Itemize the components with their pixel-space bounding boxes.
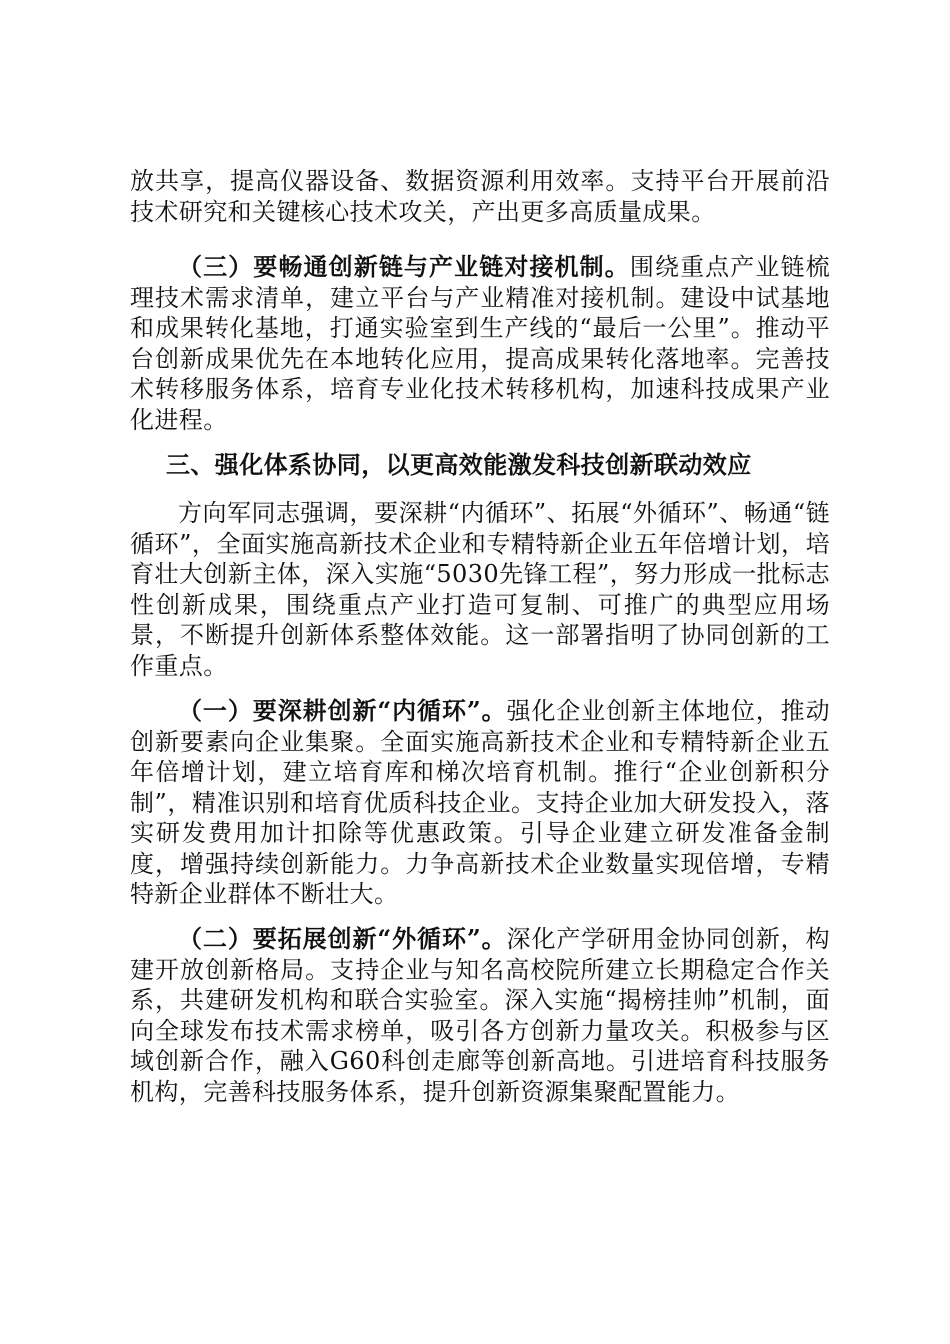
paragraph-intro: [130, 498, 830, 681]
paragraph-continuation: [130, 166, 830, 227]
paragraph-lead: （三）要畅通创新链与产业链对接机制。: [178, 252, 630, 281]
paragraph-text: 强化企业创新主体地位，推动创新要素向企业集聚。全面实施高新技术企业和专精特新企业五年倍增计划，建立培育库和梯次培育机制。推行“企业创新积分制”，精准识别和培育优质科技企业。支持企业加大研发投入，落实研发费用加计扣除等优惠政策。引导企业建立研发准备金制度，增强持续创新能力。力争高新技术企业数量实现倍增，专精特新企业群体不断壮大。: [130, 697, 830, 908]
paragraph-text: 放共享，提高仪器设备、数据资源利用效率。支持平台开展前沿技术研究和关键核心技术攻关，产出更多高质量成果。: [130, 167, 830, 226]
paragraph-lead: （一）要深耕创新“内循环”。: [178, 696, 507, 725]
paragraph-text: 围绕重点产业链梳理技术需求清单，建立平台与产业精准对接机制。建设中试基地和成果转化基地，打通实验室到生产线的“最后一公里”。推动平台创新成果优先在本地转化应用，提高成果转化落地率。完善技术转移服务体系，培育专业化技术转移机构，加速科技成果产业化进程。: [130, 253, 831, 434]
paragraph-text: 方向军同志强调，要深耕“内循环”、拓展“外循环”、畅通“链循环”，全面实施高新技术企业和专精特新企业五年倍增计划，培育壮大创新主体，深入实施“5030先锋工程”，努力形成一批标志性创新成果，围绕重点产业打造可复制、可推广的典型应用场景，不断提升创新体系整体效能。这一部署指明了协同创新的工作重点。: [130, 499, 830, 680]
paragraph-lead: （二）要拓展创新“外循环”。: [178, 924, 507, 953]
section-heading: 三、强化体系协同，以更高效能激发科技创新联动效应: [166, 450, 752, 479]
paragraph-text: 深化产学研用金协同创新，构建开放创新格局。支持企业与知名高校院所建立长期稳定合作关系，共建研发机构和联合实验室。深入实施“揭榜挂帅”机制，面向全球发布技术需求榜单，吸引各方创新力量攻关。积极参与区域创新合作，融入G60科创走廊等创新高地。引进培育科技服务机构，完善科技服务体系，提升创新资源集聚配置能力。: [130, 925, 830, 1106]
paragraph-section-3: [130, 252, 830, 435]
paragraph-section-2: [130, 924, 830, 1107]
paragraph-section-1: [130, 696, 830, 910]
